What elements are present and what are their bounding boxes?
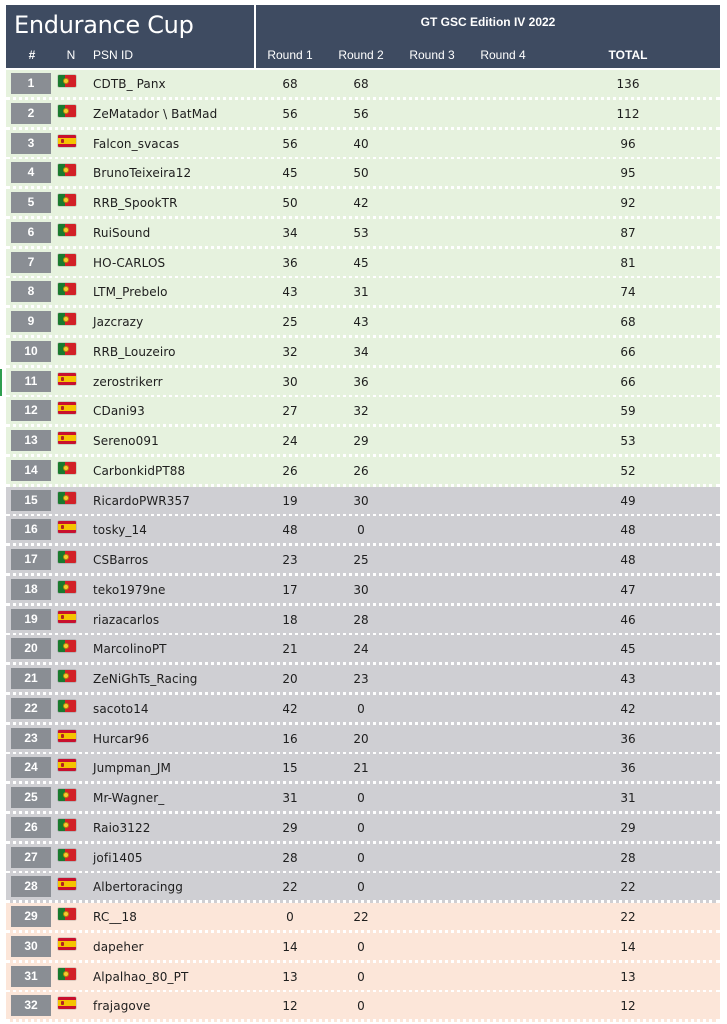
round-1-points: 17 xyxy=(282,583,298,597)
position-badge: 13 xyxy=(11,430,51,451)
driver-psn-id: dapeher xyxy=(93,940,144,954)
column-header-position: # xyxy=(28,48,36,62)
round-2-points: 22 xyxy=(353,910,369,924)
total-points: 48 xyxy=(620,553,636,567)
driver-psn-id: RuiSound xyxy=(93,226,151,240)
driver-psn-id: ZeMatador \ BatMad xyxy=(93,107,218,121)
table-row xyxy=(6,368,720,398)
driver-psn-id: Hurcar96 xyxy=(93,732,150,746)
round-2-points: 25 xyxy=(353,553,369,567)
driver-psn-id: CDani93 xyxy=(93,404,145,418)
driver-psn-id: teko1979ne xyxy=(93,583,166,597)
driver-psn-id: CDTB_ Panx xyxy=(93,77,166,91)
total-points: 22 xyxy=(620,880,636,894)
position-badge: 26 xyxy=(11,817,51,838)
spain-flag-icon xyxy=(58,432,76,444)
total-points: 92 xyxy=(620,196,636,210)
table-row xyxy=(6,933,720,963)
round-1-points: 43 xyxy=(282,285,298,299)
round-1-points: 14 xyxy=(282,940,298,954)
position-badge: 9 xyxy=(11,311,51,332)
position-badge: 6 xyxy=(11,222,51,243)
total-points: 28 xyxy=(620,851,636,865)
position-badge: 22 xyxy=(11,698,51,719)
total-points: 22 xyxy=(620,910,636,924)
driver-psn-id: MarcolinoPT xyxy=(93,642,167,656)
round-2-points: 43 xyxy=(353,315,369,329)
position-badge: 10 xyxy=(11,341,51,362)
portugal-flag-icon xyxy=(58,968,76,980)
position-badge: 4 xyxy=(11,162,51,183)
table-row xyxy=(6,130,720,160)
round-1-points: 0 xyxy=(286,910,294,924)
driver-psn-id: frajagove xyxy=(93,999,151,1013)
total-points: 136 xyxy=(616,77,640,91)
round-1-points: 50 xyxy=(282,196,298,210)
column-header-psn-id: PSN ID xyxy=(93,48,134,62)
table-row xyxy=(6,784,720,814)
table-row xyxy=(6,844,720,874)
column-header-round-4: Round 4 xyxy=(480,48,526,62)
table-row xyxy=(6,70,720,100)
round-1-points: 29 xyxy=(282,821,298,835)
spain-flag-icon xyxy=(58,611,76,623)
position-badge: 14 xyxy=(11,460,51,481)
round-2-points: 30 xyxy=(353,583,369,597)
round-2-points: 29 xyxy=(353,434,369,448)
table-row xyxy=(6,487,720,517)
edge-marker xyxy=(0,369,2,396)
round-2-points: 0 xyxy=(357,821,365,835)
table-row xyxy=(6,635,720,665)
portugal-flag-icon xyxy=(58,789,76,801)
driver-psn-id: LTM_Prebelo xyxy=(93,285,168,299)
driver-psn-id: BrunoTeixeira12 xyxy=(93,166,192,180)
round-2-points: 21 xyxy=(353,761,369,775)
driver-psn-id: HO-CARLOS xyxy=(93,256,166,270)
column-header-round-3: Round 3 xyxy=(409,48,455,62)
page-title: Endurance Cup xyxy=(14,11,194,39)
driver-psn-id: zerostrikerr xyxy=(93,375,163,389)
position-badge: 20 xyxy=(11,638,51,659)
portugal-flag-icon xyxy=(58,462,76,474)
position-badge: 31 xyxy=(11,966,51,987)
portugal-flag-icon xyxy=(58,313,76,325)
position-badge: 30 xyxy=(11,936,51,957)
portugal-flag-icon xyxy=(58,819,76,831)
driver-psn-id: RRB_SpookTR xyxy=(93,196,178,210)
table-row xyxy=(6,249,720,279)
position-badge: 5 xyxy=(11,192,51,213)
portugal-flag-icon xyxy=(58,164,76,176)
total-points: 13 xyxy=(620,970,636,984)
position-badge: 23 xyxy=(11,728,51,749)
position-badge: 24 xyxy=(11,757,51,778)
table-row xyxy=(6,814,720,844)
total-points: 45 xyxy=(620,642,636,656)
total-points: 29 xyxy=(620,821,636,835)
round-2-points: 26 xyxy=(353,464,369,478)
round-2-points: 0 xyxy=(357,970,365,984)
round-2-points: 50 xyxy=(353,166,369,180)
total-points: 66 xyxy=(620,345,636,359)
position-badge: 15 xyxy=(11,490,51,511)
total-points: 112 xyxy=(616,107,640,121)
total-points: 14 xyxy=(620,940,636,954)
table-row xyxy=(6,189,720,219)
driver-psn-id: Albertoracingg xyxy=(93,880,183,894)
total-points: 36 xyxy=(620,732,636,746)
driver-psn-id: Jumpman_JM xyxy=(93,761,171,775)
spain-flag-icon xyxy=(58,938,76,950)
total-points: 48 xyxy=(620,523,636,537)
spain-flag-icon xyxy=(58,373,76,385)
round-2-points: 30 xyxy=(353,494,369,508)
spain-flag-icon xyxy=(58,135,76,147)
total-points: 68 xyxy=(620,315,636,329)
total-points: 95 xyxy=(620,166,636,180)
round-1-points: 12 xyxy=(282,999,298,1013)
round-2-points: 68 xyxy=(353,77,369,91)
table-row xyxy=(6,427,720,457)
round-1-points: 48 xyxy=(282,523,298,537)
table-row xyxy=(6,606,720,636)
table-row xyxy=(6,695,720,725)
round-1-points: 15 xyxy=(282,761,298,775)
position-badge: 19 xyxy=(11,609,51,630)
standings-header xyxy=(6,5,720,68)
total-points: 53 xyxy=(620,434,636,448)
round-2-points: 40 xyxy=(353,137,369,151)
portugal-flag-icon xyxy=(58,194,76,206)
round-2-points: 0 xyxy=(357,851,365,865)
driver-psn-id: Sereno091 xyxy=(93,434,159,448)
table-row xyxy=(6,546,720,576)
driver-psn-id: sacoto14 xyxy=(93,702,149,716)
driver-psn-id: jofi1405 xyxy=(93,851,143,865)
total-points: 36 xyxy=(620,761,636,775)
round-2-points: 0 xyxy=(357,999,365,1013)
table-row xyxy=(6,338,720,368)
total-points: 81 xyxy=(620,256,636,270)
table-row xyxy=(6,278,720,308)
total-points: 12 xyxy=(620,999,636,1013)
driver-psn-id: RicardoPWR357 xyxy=(93,494,190,508)
round-1-points: 25 xyxy=(282,315,298,329)
round-2-points: 0 xyxy=(357,791,365,805)
round-1-points: 42 xyxy=(282,702,298,716)
round-1-points: 56 xyxy=(282,137,298,151)
table-row xyxy=(6,963,720,993)
driver-psn-id: tosky_14 xyxy=(93,523,147,537)
total-points: 96 xyxy=(620,137,636,151)
round-2-points: 0 xyxy=(357,523,365,537)
round-2-points: 34 xyxy=(353,345,369,359)
total-points: 87 xyxy=(620,226,636,240)
round-1-points: 31 xyxy=(282,791,298,805)
table-row xyxy=(6,992,720,1022)
round-1-points: 28 xyxy=(282,851,298,865)
spain-flag-icon xyxy=(58,521,76,533)
portugal-flag-icon xyxy=(58,640,76,652)
total-points: 31 xyxy=(620,791,636,805)
driver-psn-id: ZeNiGhTs_Racing xyxy=(93,672,198,686)
position-badge: 28 xyxy=(11,876,51,897)
driver-psn-id: Mr-Wagner_ xyxy=(93,791,165,805)
round-1-points: 22 xyxy=(282,880,298,894)
position-badge: 8 xyxy=(11,281,51,302)
position-badge: 32 xyxy=(11,995,51,1016)
portugal-flag-icon xyxy=(58,283,76,295)
position-badge: 17 xyxy=(11,549,51,570)
portugal-flag-icon xyxy=(58,343,76,355)
total-points: 66 xyxy=(620,375,636,389)
round-1-points: 16 xyxy=(282,732,298,746)
spain-flag-icon xyxy=(58,878,76,890)
portugal-flag-icon xyxy=(58,75,76,87)
spain-flag-icon xyxy=(58,402,76,414)
round-1-points: 18 xyxy=(282,613,298,627)
round-1-points: 20 xyxy=(282,672,298,686)
portugal-flag-icon xyxy=(58,551,76,563)
round-1-points: 13 xyxy=(282,970,298,984)
round-2-points: 23 xyxy=(353,672,369,686)
portugal-flag-icon xyxy=(58,254,76,266)
table-row xyxy=(6,100,720,130)
portugal-flag-icon xyxy=(58,224,76,236)
total-points: 46 xyxy=(620,613,636,627)
driver-psn-id: Jazcrazy xyxy=(93,315,144,329)
round-1-points: 21 xyxy=(282,642,298,656)
total-points: 47 xyxy=(620,583,636,597)
driver-psn-id: RRB_Louzeiro xyxy=(93,345,176,359)
driver-psn-id: Falcon_svacas xyxy=(93,137,180,151)
position-badge: 1 xyxy=(11,73,51,94)
edition-title: GT GSC Edition IV 2022 xyxy=(420,15,556,29)
round-1-points: 23 xyxy=(282,553,298,567)
position-badge: 25 xyxy=(11,787,51,808)
portugal-flag-icon xyxy=(58,908,76,920)
portugal-flag-icon xyxy=(58,581,76,593)
position-badge: 7 xyxy=(11,252,51,273)
round-1-points: 56 xyxy=(282,107,298,121)
position-badge: 3 xyxy=(11,133,51,154)
total-points: 59 xyxy=(620,404,636,418)
position-badge: 12 xyxy=(11,400,51,421)
round-2-points: 24 xyxy=(353,642,369,656)
table-row xyxy=(6,308,720,338)
round-1-points: 34 xyxy=(282,226,298,240)
total-points: 49 xyxy=(620,494,636,508)
driver-psn-id: CarbonkidPT88 xyxy=(93,464,186,478)
driver-psn-id: riazacarlos xyxy=(93,613,160,627)
round-2-points: 42 xyxy=(353,196,369,210)
round-2-points: 0 xyxy=(357,880,365,894)
total-points: 43 xyxy=(620,672,636,686)
round-2-points: 0 xyxy=(357,702,365,716)
round-1-points: 32 xyxy=(282,345,298,359)
position-badge: 29 xyxy=(11,906,51,927)
round-2-points: 0 xyxy=(357,940,365,954)
position-badge: 18 xyxy=(11,579,51,600)
portugal-flag-icon xyxy=(58,670,76,682)
table-row xyxy=(6,903,720,933)
round-2-points: 45 xyxy=(353,256,369,270)
portugal-flag-icon xyxy=(58,105,76,117)
table-row xyxy=(6,159,720,189)
round-2-points: 20 xyxy=(353,732,369,746)
portugal-flag-icon xyxy=(58,849,76,861)
table-row xyxy=(6,219,720,249)
round-1-points: 26 xyxy=(282,464,298,478)
position-badge: 2 xyxy=(11,103,51,124)
round-1-points: 30 xyxy=(282,375,298,389)
position-badge: 21 xyxy=(11,668,51,689)
round-1-points: 19 xyxy=(282,494,298,508)
spain-flag-icon xyxy=(58,730,76,742)
position-badge: 27 xyxy=(11,847,51,868)
round-1-points: 24 xyxy=(282,434,298,448)
portugal-flag-icon xyxy=(58,492,76,504)
table-row xyxy=(6,516,720,546)
driver-psn-id: CSBarros xyxy=(93,553,149,567)
driver-psn-id: Raio3122 xyxy=(93,821,151,835)
table-row xyxy=(6,725,720,755)
round-1-points: 36 xyxy=(282,256,298,270)
round-2-points: 28 xyxy=(353,613,369,627)
total-points: 52 xyxy=(620,464,636,478)
round-2-points: 36 xyxy=(353,375,369,389)
spain-flag-icon xyxy=(58,997,76,1009)
round-2-points: 56 xyxy=(353,107,369,121)
spain-flag-icon xyxy=(58,759,76,771)
portugal-flag-icon xyxy=(58,700,76,712)
table-row xyxy=(6,576,720,606)
round-2-points: 53 xyxy=(353,226,369,240)
position-badge: 11 xyxy=(11,371,51,392)
driver-psn-id: RC__18 xyxy=(93,910,137,924)
round-1-points: 68 xyxy=(282,77,298,91)
table-row xyxy=(6,665,720,695)
position-badge: 16 xyxy=(11,519,51,540)
round-2-points: 31 xyxy=(353,285,369,299)
table-row xyxy=(6,397,720,427)
column-header-total: TOTAL xyxy=(608,48,648,62)
round-1-points: 45 xyxy=(282,166,298,180)
driver-psn-id: Alpalhao_80_PT xyxy=(93,970,189,984)
table-row xyxy=(6,457,720,487)
total-points: 74 xyxy=(620,285,636,299)
table-row xyxy=(6,754,720,784)
round-2-points: 32 xyxy=(353,404,369,418)
round-1-points: 27 xyxy=(282,404,298,418)
total-points: 42 xyxy=(620,702,636,716)
table-row xyxy=(6,873,720,903)
column-header-round-1: Round 1 xyxy=(267,48,313,62)
column-header-nationality: N xyxy=(66,48,76,62)
column-header-round-2: Round 2 xyxy=(338,48,384,62)
